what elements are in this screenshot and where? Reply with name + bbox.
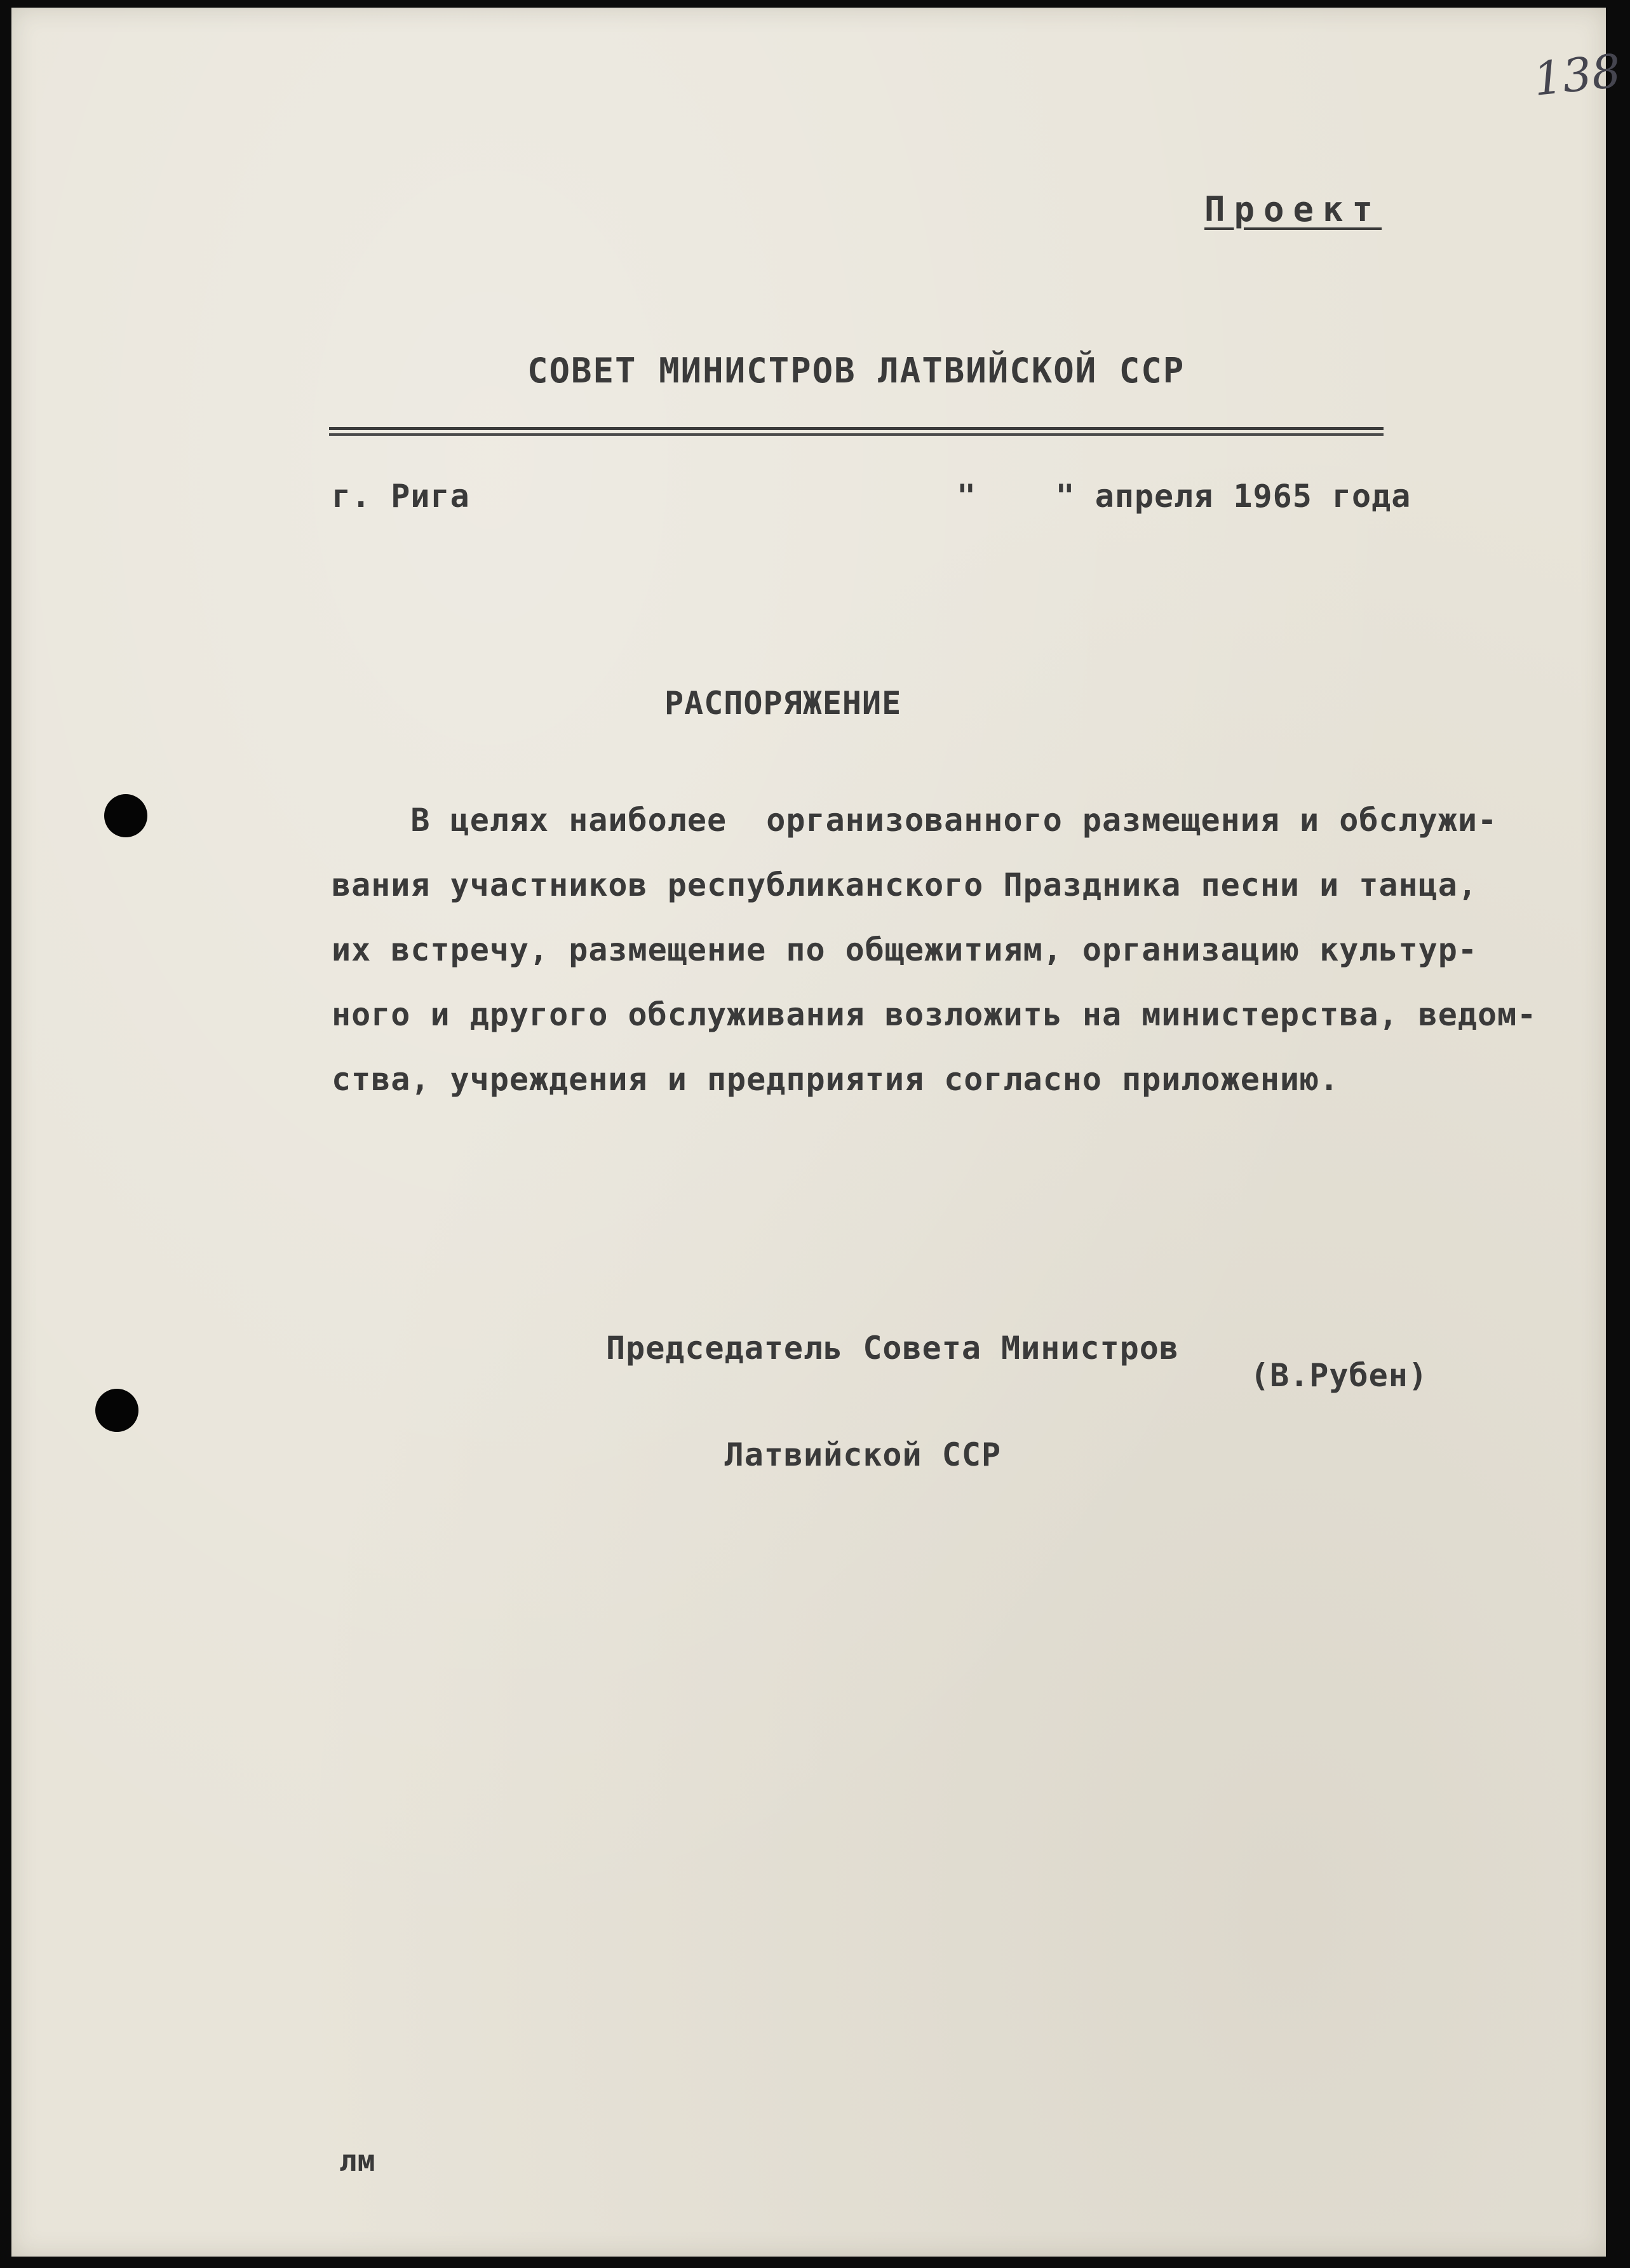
body-line: ства, учреждения и предприятия согласно приложению. <box>332 1061 1340 1098</box>
document-title: РАСПОРЯЖЕНИЕ <box>664 685 902 722</box>
body-line: ного и другого обслуживания возложить на министерства, ведом- <box>332 996 1537 1033</box>
document-page <box>11 8 1624 2257</box>
draft-label: Проект <box>1204 189 1382 229</box>
punch-hole <box>95 1389 138 1432</box>
date-line: " " апреля 1965 года <box>957 478 1411 515</box>
typist-initials: лм <box>339 2143 376 2178</box>
punch-hole <box>104 794 147 837</box>
body-line: В целях наиболее организованного размещения и обслужи- <box>332 802 1498 839</box>
signatory-title-line: Латвийской ССР <box>606 1436 1002 1473</box>
header-divider <box>329 427 1384 436</box>
signatory-name: (В.Рубен) <box>1250 1357 1428 1394</box>
folio-number: 138 <box>1530 44 1624 106</box>
place-of-issue: г. Рига <box>332 478 470 515</box>
signatory-title <box>606 1259 1179 1544</box>
issuer-heading: СОВЕТ МИНИСТРОВ ЛАТВИЙСКОЙ ССР <box>527 351 1185 391</box>
body-line: их встречу, размещение по общежитиям, организацию культур- <box>332 931 1478 968</box>
body-line: вания участников республиканского Праздника песни и танца, <box>332 867 1478 903</box>
signatory-title-line: Председатель Совета Министров <box>606 1330 1179 1367</box>
